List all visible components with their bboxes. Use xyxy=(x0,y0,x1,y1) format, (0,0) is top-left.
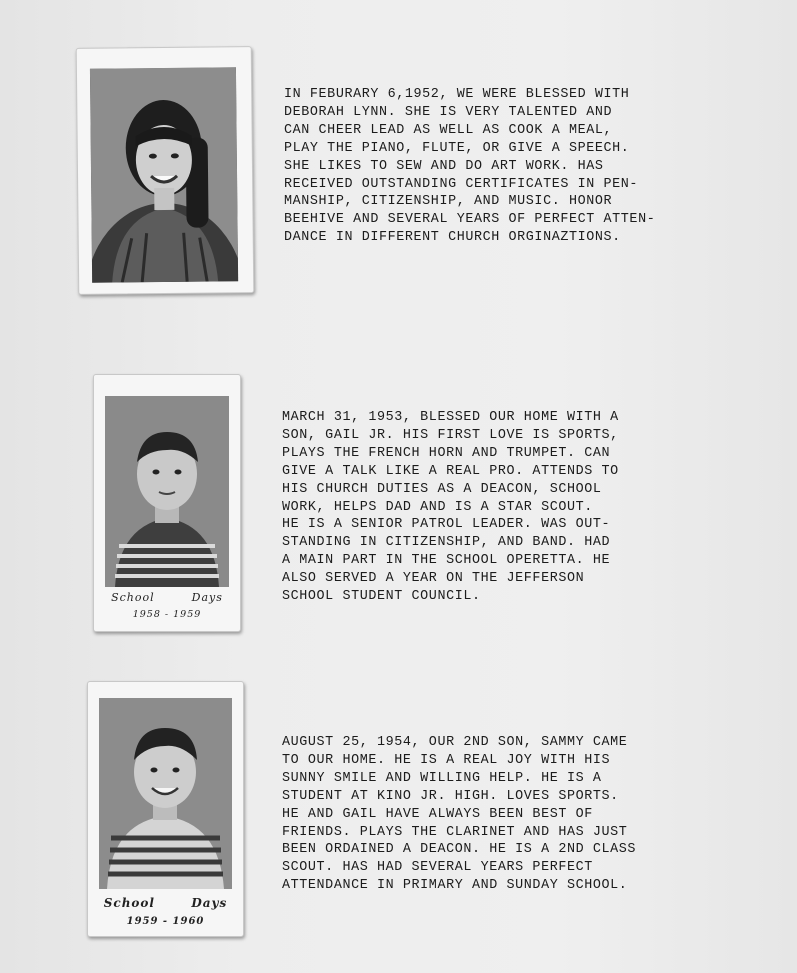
bio-line: SUNNY SMILE AND WILLING HELP. HE IS A xyxy=(282,770,602,786)
bio-line: FRIENDS. PLAYS THE CLARINET AND HAS JUST xyxy=(282,824,628,840)
bio-line: SCHOOL STUDENT COUNCIL. xyxy=(282,589,481,605)
bio-line: STUDENT AT KINO JR. HIGH. LOVES SPORTS. xyxy=(282,788,619,804)
bio-line: BEEN ORDAINED A DEACON. HE IS A 2ND CLASS xyxy=(282,842,637,858)
photo-caption-sammy xyxy=(88,896,243,910)
photo-card-deborah xyxy=(76,46,255,295)
bio-line: CAN CHEER LEAD AS WELL AS COOK A MEAL, xyxy=(284,122,613,138)
photo-card-gail xyxy=(93,374,241,632)
bio-line: AUGUST 25, 1954, OUR 2ND SON, SAMMY CAME xyxy=(282,735,628,750)
bio-line: ATTENDANCE IN PRIMARY AND SUNDAY SCHOOL. xyxy=(282,878,628,894)
bio-line: PLAY THE PIANO, FLUTE, OR GIVE A SPEECH. xyxy=(284,140,630,156)
bio-line: DEBORAH LYNN. SHE IS VERY TALENTED AND xyxy=(284,104,613,120)
caption-days-label: Days xyxy=(191,591,223,604)
photo-caption-year-sammy: 1959 - 1960 xyxy=(126,916,205,927)
caption-school-label: School xyxy=(111,591,155,604)
bio-gail xyxy=(282,409,619,606)
bio-line: STANDING IN CITIZENSHIP, AND BAND. HAD xyxy=(282,535,611,551)
bio-line: HE AND GAIL HAVE ALWAYS BEEN BEST OF xyxy=(282,806,593,822)
bio-line: BEEHIVE AND SEVERAL YEARS OF PERFECT ATTEN- xyxy=(284,212,656,228)
bio-line: IN FEBURARY 6,1952, WE WERE BLESSED WITH xyxy=(284,87,630,102)
bio-line: MARCH 31, 1953, BLESSED OUR HOME WITH A xyxy=(282,410,619,425)
photo-caption-gail xyxy=(94,591,240,604)
bio-line: SHE LIKES TO SEW AND DO ART WORK. HAS xyxy=(284,158,604,174)
bio-line: SON, GAIL JR. HIS FIRST LOVE IS SPORTS, xyxy=(282,427,619,443)
bio-deborah xyxy=(284,86,655,247)
bio-line: RECEIVED OUTSTANDING CERTIFICATES IN PEN- xyxy=(284,176,639,192)
portrait-boy-image xyxy=(99,698,232,889)
bio-line: SCOUT. HAS HAD SEVERAL YEARS PERFECT xyxy=(282,860,593,876)
portrait-boy-image xyxy=(105,396,229,587)
bio-line: MANSHIP, CITIZENSHIP, AND MUSIC. HONOR xyxy=(284,194,613,210)
bio-sammy xyxy=(282,734,636,895)
photo-card-sammy xyxy=(87,681,244,937)
bio-line: HE IS A SENIOR PATROL LEADER. WAS OUT- xyxy=(282,517,611,533)
bio-line: GIVE A TALK LIKE A REAL PRO. ATTENDS TO xyxy=(282,463,619,479)
bio-line: WORK, HELPS DAD AND IS A STAR SCOUT. xyxy=(282,499,593,515)
caption-school-label: School xyxy=(103,896,155,910)
caption-days-label: Days xyxy=(191,896,228,910)
bio-line: PLAYS THE FRENCH HORN AND TRUMPET. CAN xyxy=(282,445,611,461)
bio-line: HIS CHURCH DUTIES AS A DEACON, SCHOOL xyxy=(282,481,602,497)
bio-line: ALSO SERVED A YEAR ON THE JEFFERSON xyxy=(282,571,585,587)
photo-deborah xyxy=(90,67,238,283)
photo-caption-year-gail: 1958 - 1959 xyxy=(132,609,202,620)
bio-line: TO OUR HOME. HE IS A REAL JOY WITH HIS xyxy=(282,752,611,768)
photo-sammy xyxy=(99,698,232,889)
photo-gail xyxy=(105,396,229,587)
bio-line: DANCE IN DIFFERENT CHURCH ORGINAZTIONS. xyxy=(284,230,621,246)
bio-line: A MAIN PART IN THE SCHOOL OPERETTA. HE xyxy=(282,553,611,569)
portrait-girl-image xyxy=(90,67,238,283)
